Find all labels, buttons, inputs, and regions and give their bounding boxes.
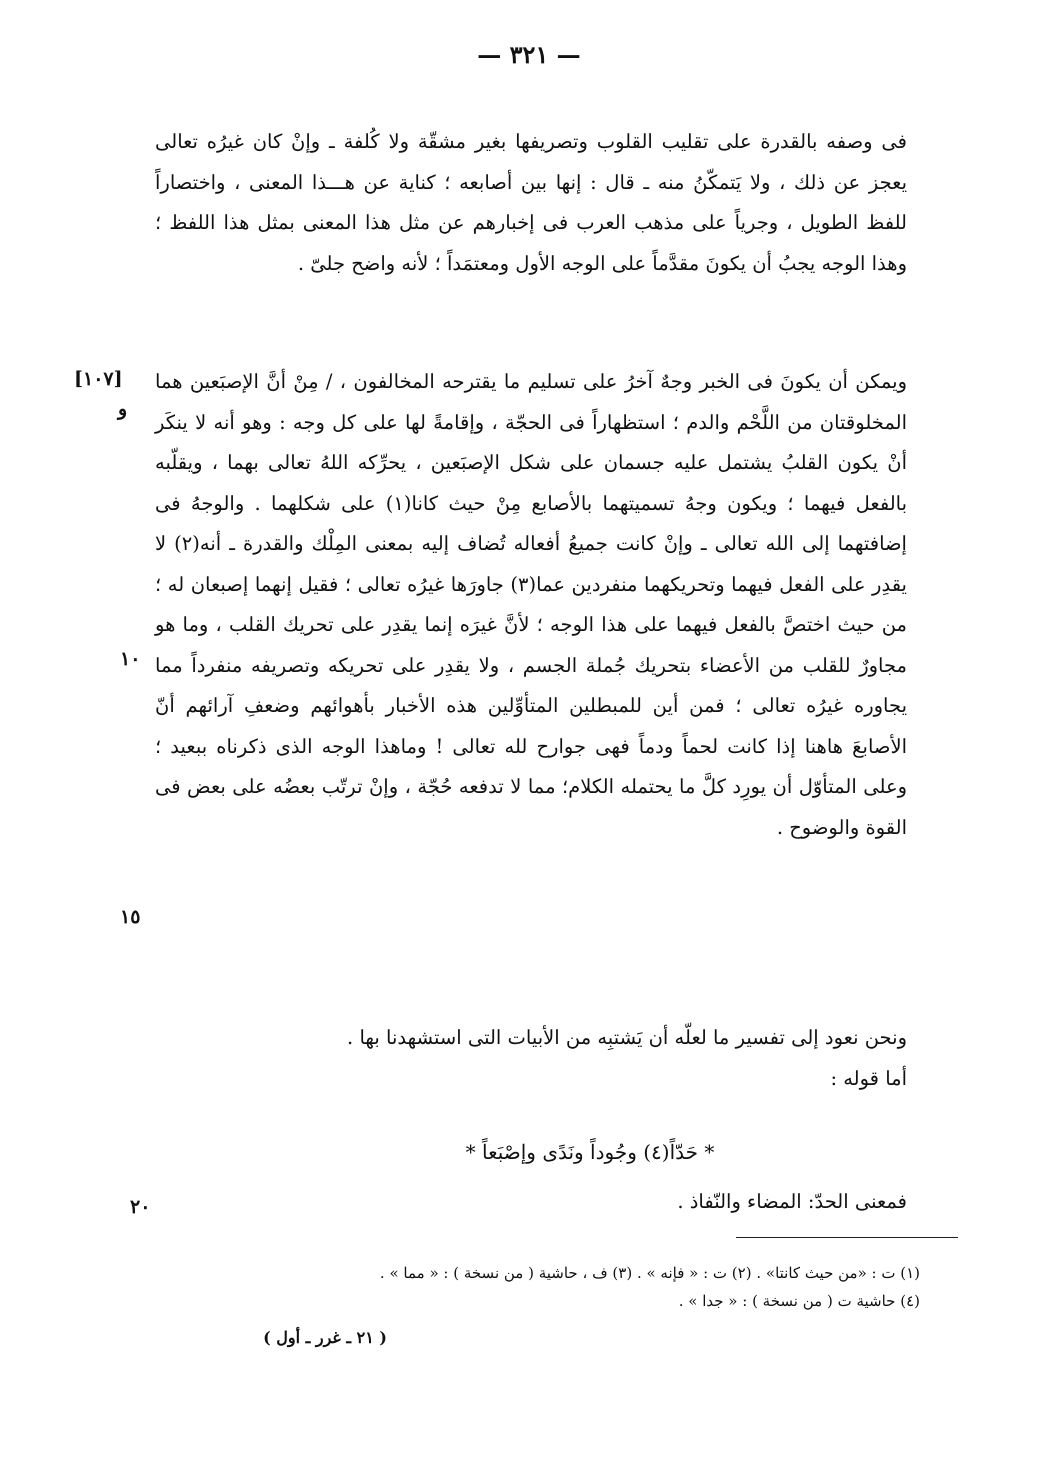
paragraph-3-tail <box>155 1182 907 1223</box>
manuscript-folio-reference: [١٠٧] <box>74 368 123 390</box>
paragraph-3 <box>155 1018 907 1099</box>
paragraph-2-text: ويمكن أن يكونَ فى الخبر وجهٌ آخرُ على تسليم ما يقترحه المخالفون ، / مِنْ أنَّ الإصبَعين هما المخلوقتان من اللَّحْم والدم ؛ استظهاراً فى الحجّة ، وإقامةً لها على كل وجه : وهو أنه لا ينكَر أنْ يكون القلبُ يشتمل عليه جسمان على شكل الإصبَعين ، يحرِّكه اللهُ تعالى بهما ، ويقلّبه بالفعل فيهما ؛ ويكون وجهُ تسميتهما بالأصابع مِنْ حيث كانا(١) على شكلهما . والوجهُ فى إضافتهما إلى الله تعالى ـ وإنْ كانت جميعُ أفعاله تُضاف إليه بمعنى المِلْك والقدرة ـ أنه(٢) لا يقدِر على الفعل فيهما وتحريكهما منفردين عما(٣) جاورَها غيرُه تعالى ؛ فقيل إنهما إصبعان له ؛ من حيث اختصَّ بالفعل فيهما على هذا الوجه ؛ لأنَّ غيرَه إنما يقدِر على تحريك القلب ، وما هو مجاورٌ للقلب من الأعضاء بتحريك جُملة الجسم ، ولا يقدِر على تحريكه وتصريفه منفرداً مما يجاوره غيرُه تعالى ؛ فمن أين للمبطلين المتأوِّلين هذه الأخبار بأهوائهم وضعفِ آرائهم أنّ الأصابعَ هاهنا إذا كانت لحماً ودماً فهى جوارح لله تعالى ! وماهذا الوجه الذى ذكرناه ببعيد ؛ وعلى المتأوّل أن يورِد كلَّ ما يحتمله الكلام؛ مما لا تدفعه حُجّة ، وإنْ ترتّب بعضُه على بعض فى القوة والوضوح . <box>155 370 907 839</box>
footnote-line-2: (٤) حاشية ت ( من نسخة ) : « جدا » . <box>678 1292 920 1310</box>
footnote-separator <box>736 1237 958 1238</box>
verse-line: * حَدّاً(٤) وجُوداً ونَدًى وإصْبَعاً * <box>465 1140 715 1164</box>
footnote-line-1: (١) ت : «من حيث كانتا» . (٢) ت : « فإنه » . (٣) ف ، حاشية ( من نسخة ) : « مما » . <box>379 1264 920 1282</box>
paragraph-1 <box>155 122 907 284</box>
page-number: — ٣٢١ — <box>477 40 581 69</box>
paragraph-1-text: فى وصفه بالقدرة على تقليب القلوب وتصريفها بغير مشقّة ولا كُلفة ـ وإنْ كان غيرُه تعالى يعجز عن ذلك ، ولا يَتمكّنُ منه ـ قال : إنها بين أصابعه ؛ كناية عن هـــذا المعنى ، واختصاراً للفظ الطويل ، وجرياً على مذهب العرب فى إخبارهم عن مثل هذا المعنى بمثل هذا اللفظ ؛ وهذا الوجه يجبُ أن يكونَ مقدَّماً على الوجه الأول ومعتمَداً ؛ لأنه واضح جلىّ . <box>155 130 907 275</box>
paragraph-3-line-1: ونحن نعود إلى تفسير ما لعلّه أن يَشتبِه من الأبيات التى استشهدنا بها . <box>347 1026 907 1049</box>
paragraph-3-line-3: فمعنى الحدّ: المضاء والنّفاذ . <box>677 1190 907 1213</box>
paragraph-2 <box>155 362 907 848</box>
manuscript-folio-side: و <box>118 398 128 420</box>
signature-mark: ( ٢١ ـ غرر ـ أول ) <box>263 1328 387 1347</box>
line-number-15: ١٥ <box>120 906 141 928</box>
line-number-10: ١٠ <box>120 648 141 670</box>
paragraph-3-line-2: أما قوله : <box>830 1066 907 1090</box>
line-number-20: ٢٠ <box>130 1196 151 1218</box>
